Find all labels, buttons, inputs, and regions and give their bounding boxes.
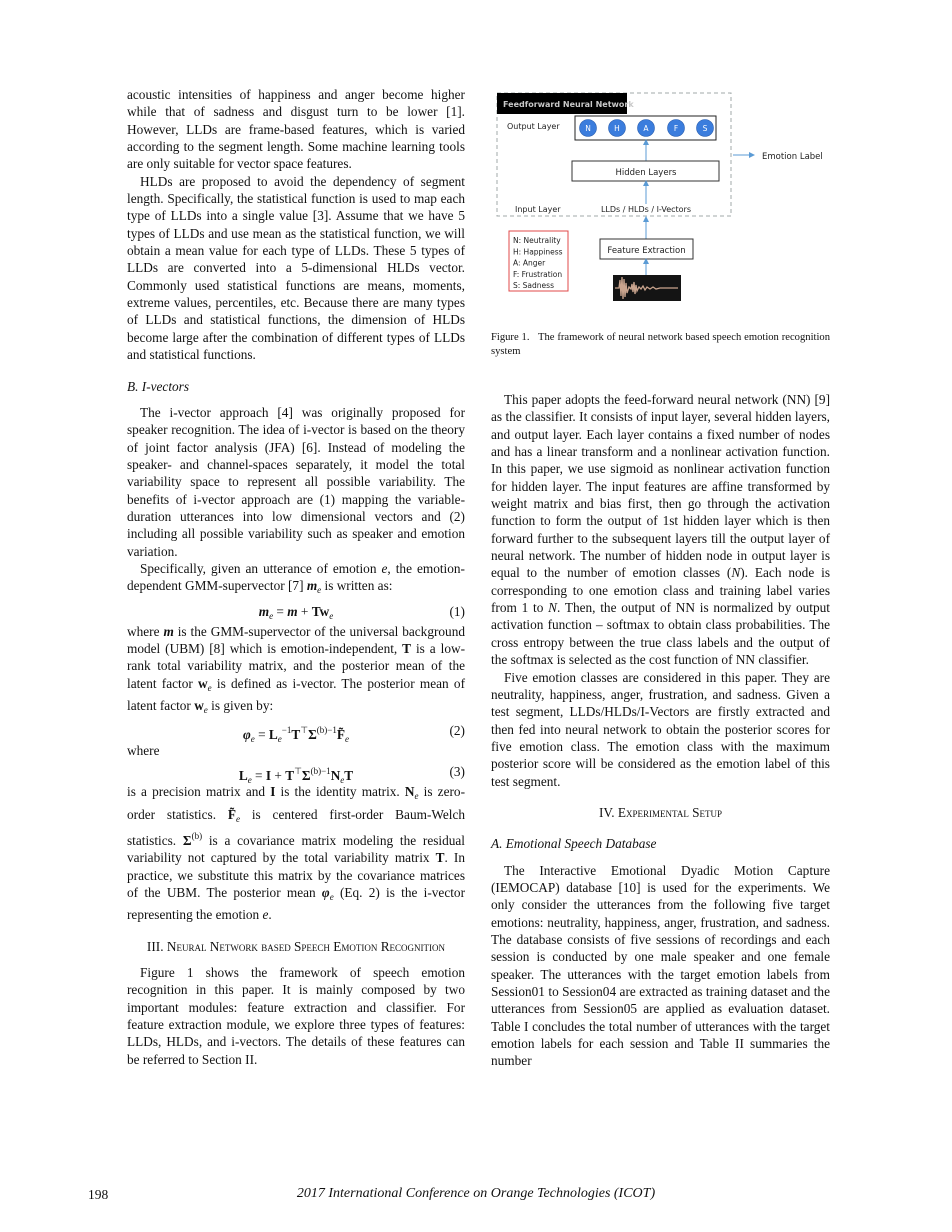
math-symbol: (b) xyxy=(191,831,203,842)
text-run: is defined as i-vector. The posterior mean of latent factor xyxy=(127,675,465,713)
math-symbol: −1 xyxy=(327,725,337,736)
math-symbol: N xyxy=(404,784,415,800)
equation xyxy=(127,760,465,786)
text-run: is the identity matrix. xyxy=(275,784,405,800)
math-symbol: e xyxy=(262,907,269,923)
text-run: . Then, the output of NN is normalized by output activation function – softmax to obtain class probabilities. The cross entropy between the true class labels and the output of the softmax is selected as the cost function of NN classifier. xyxy=(491,600,830,668)
math-symbol: e xyxy=(329,610,334,621)
text-run: is written as: xyxy=(321,578,393,594)
text-run: = xyxy=(254,727,269,743)
text-run: Figure 1 shows the framework of speech emotion recognition in this paper. It is mainly composed by two important modules: feature extraction and classifier. For feature extraction module, we explore three types of features: LLDs, HLDs, and i-vectors. The details of these features can be referred to Section II. xyxy=(127,965,465,1067)
math-symbol: −1 xyxy=(321,766,331,777)
paragraph xyxy=(491,669,830,790)
equation xyxy=(127,719,465,745)
math-symbol: I xyxy=(270,784,276,800)
math-symbol: e xyxy=(203,705,208,715)
math-symbol: e xyxy=(277,734,282,745)
equation-number: (3) xyxy=(449,764,465,780)
legend-item: S: Sadness xyxy=(513,281,554,291)
text-run: HLDs are proposed to avoid the dependency of segment length. Specifically, the statistical function is used to map each type of LLDs into a single value [3]. Assume that we have 5 types of LLDs and use mean as the statistical function, we will obtain a mean value for each type of LLDs. These 5 types of LLDs are converted into a 5-dimensional HLDs vector. Commonly used statistical functions are means, moments, extreme values, percentiles, etc. Because there are many types of LLDs and statistical functions, the dimension of HLDs become large after the combination of different types of LLDs and statistical functions. xyxy=(127,173,465,363)
text-run: . In practice, we substitute this matrix by the covariance matrices of the UBM. The posterior mean xyxy=(127,850,465,901)
feature-extraction-label: Feature Extraction xyxy=(607,246,686,256)
equation-number: (2) xyxy=(449,723,465,739)
page-number: 198 xyxy=(88,1187,109,1202)
legend-item: F: Frustration xyxy=(513,269,563,279)
math-symbol: L xyxy=(268,727,278,743)
math-symbol: F̃ xyxy=(336,727,345,743)
text-run: , the emotion-dependent GMM-supervector [7] xyxy=(127,560,465,594)
text-run: + xyxy=(271,768,286,784)
legend-item: N: Neutrality xyxy=(513,236,561,245)
legend-item: H: Happiness xyxy=(513,247,563,257)
math-symbol: I xyxy=(265,768,272,784)
section-heading: IV. Experimental Setup xyxy=(598,804,723,820)
math-symbol: e xyxy=(345,734,349,745)
math-symbol: ⊤ xyxy=(294,766,302,777)
text-run: The Interactive Emotional Dyadic Motion Capture (IEMOCAP) database [10] is used for the experiments. We only consider the utterances from the following five target emotions: neutrality, happiness, anger, frustration, and sadness. The database consists of five sessions of recordings and each session is conducted by one male speaker and one female speaker. The utterances with the target emotion labels from Session01 to Session04 are extracted as training dataset and the utterances from Session05 are applied as evaluation dataset. Table I concludes the total number of utterances with the target emotion labels for each session and Table II summaries the number xyxy=(491,862,830,1069)
text-run: is zero-order statistics. xyxy=(127,784,465,822)
math-symbol: Σ xyxy=(301,768,311,784)
paragraph xyxy=(127,783,465,923)
math-symbol: e xyxy=(381,560,388,576)
text-run: The i-vector approach [4] was originally proposed for speaker recognition. The idea of i-vector is based on the theory of joint factor analysis (JFA) [6]. Instead of modeling the speaker- and channel-spaces separately, it model the total variability space to represent all possible variability. The benefits of i-vector approach are (1) mapping the variable-duration utterances into low dimensional vectors and (2) including all possible variability such as speaker and emotion variation. xyxy=(127,404,465,559)
math-symbol: T xyxy=(285,768,295,784)
text-run: ). Each node is corresponding to one emotion class and training label varies from 1 to xyxy=(491,565,830,616)
figure-1-caption: Figure 1. The framework of neural network based speech emotion recognition system xyxy=(491,332,833,357)
paragraph xyxy=(127,560,465,600)
math-symbol: Σ xyxy=(308,727,317,743)
math-symbol: Tw xyxy=(311,603,330,619)
math-symbol: e xyxy=(414,791,419,802)
math-symbol: e xyxy=(329,892,334,903)
features-label: LLDs / HLDs / I-Vectors xyxy=(600,205,692,214)
equation xyxy=(127,600,465,623)
math-symbol: T xyxy=(402,640,412,656)
legend-item: A: Anger xyxy=(513,258,546,268)
math-symbol: T xyxy=(435,850,445,866)
math-symbol: e xyxy=(247,775,252,786)
section-heading: III. Neural Network based Speech Emotion Recognition xyxy=(146,938,446,954)
paragraph xyxy=(127,404,465,560)
subsection-heading: A. Emotional Speech Database xyxy=(491,836,657,852)
text-run: is a low-rank total variability matrix, and the posterior mean of the latent factor xyxy=(127,640,465,691)
emotion-label: Emotion Label xyxy=(762,152,823,162)
math-symbol: m xyxy=(258,603,270,619)
math-symbol: L xyxy=(238,768,248,784)
text-run: is given by: xyxy=(207,698,274,713)
figure-1-diagram xyxy=(0,0,952,320)
right-column xyxy=(491,391,830,1070)
math-symbol: N xyxy=(330,768,341,784)
math-symbol: φ xyxy=(242,727,251,743)
text-run: = xyxy=(251,768,266,784)
math-symbol: T xyxy=(344,768,354,784)
text-run: where xyxy=(127,743,160,759)
math-symbol: Σ xyxy=(182,833,192,849)
paragraph xyxy=(491,391,830,669)
math-symbol: w xyxy=(198,675,208,691)
text-run: = xyxy=(273,603,288,619)
output-node-label: F xyxy=(673,124,679,133)
hidden-layers-label: Hidden Layers xyxy=(615,168,677,178)
input-layer-label: Input Layer xyxy=(515,205,561,214)
math-symbol: T xyxy=(291,727,301,743)
paragraph xyxy=(127,623,465,720)
paragraph xyxy=(491,862,830,1070)
equation-number: (1) xyxy=(449,603,465,619)
math-symbol: (b) xyxy=(316,725,328,736)
paragraph xyxy=(127,742,465,760)
math-symbol: m xyxy=(163,623,174,639)
text-run: is the GMM-supervector of the universal background model (UBM) [8] which is emotion-independent, xyxy=(127,623,466,656)
math-symbol: ⊤ xyxy=(300,725,309,736)
math-symbol: F̃ xyxy=(227,806,236,822)
math-symbol: (b) xyxy=(310,766,322,777)
math-symbol: N xyxy=(548,600,557,616)
text-run: where xyxy=(127,623,164,639)
text-run: Specifically, given an utterance of emotion xyxy=(140,560,382,576)
text-run: is centered first-order Baum-Welch statistics. xyxy=(127,806,465,849)
conference-footer: 2017 International Conference on Orange Technologies (ICOT) xyxy=(296,1186,656,1201)
math-symbol: e xyxy=(317,585,322,596)
math-symbol: m xyxy=(287,603,298,619)
output-node-label: A xyxy=(643,124,649,133)
math-symbol: N xyxy=(731,565,741,581)
math-symbol: −1 xyxy=(281,725,292,736)
math-symbol: e xyxy=(340,775,345,786)
math-symbol: e xyxy=(236,813,240,824)
nn-title: Feedforward Neural Network xyxy=(503,100,634,109)
output-layer-label: Output Layer xyxy=(507,122,560,131)
math-symbol: e xyxy=(250,734,255,745)
text-run: + xyxy=(297,603,312,619)
output-node-label: S xyxy=(702,124,708,133)
text-run: acoustic intensities of happiness and anger become higher while that of sadness and disgust turn to be lower [1]. However, LLDs are frame-based features, which is varied according to the segment length. Some machine learning tools are only suitable for vector space features. xyxy=(127,87,465,172)
text-run: is a precision matrix and xyxy=(127,784,271,800)
math-symbol: m xyxy=(306,578,318,594)
subsection-heading: B. I-vectors xyxy=(127,378,190,394)
paragraph xyxy=(127,964,465,1068)
math-symbol: e xyxy=(207,682,212,693)
text-run: This paper adopts the feed-forward neural network (NN) [9] as the classifier. It consists of input layer, several hidden layers, and output layer. Each layer contains a fixed number of nodes and has a linear transform and a nonlinear activation function. In this paper, we use sigmoid as nonlinear activation function for hidden layer. The input features are affine transformed by weight matrix and bias first, then go through the activation function to form the output of 1st hidden layer which is then forward further to the subsequent layers till the output layer of neural network. The number of hidden node in output layer is equal to the number of emotion classes ( xyxy=(491,392,830,581)
math-symbol: w xyxy=(194,698,204,713)
output-node-label: N xyxy=(585,124,591,133)
output-node-label: H xyxy=(614,124,620,133)
math-symbol: φ xyxy=(321,885,330,901)
text-run: is a covariance matrix modeling the residual variability not captured by the total variability matrix xyxy=(127,833,466,866)
text-run: Five emotion classes are considered in this paper. They are neutrality, happiness, anger, frustration, and sadness. Given a test segment, LLDs/HLDs/I-Vectors are firstly extracted and then fed into neural network to obtain the posterior scores for five emotion class. The emotion class with the maximum posterior score will be considered as the emotion label of this test segment. xyxy=(491,669,830,789)
text-run: . xyxy=(268,907,272,923)
text-run: (Eq. 2) is the i-vector representing the emotion xyxy=(127,885,465,923)
waveform-image xyxy=(613,275,681,301)
math-symbol: e xyxy=(269,610,274,621)
